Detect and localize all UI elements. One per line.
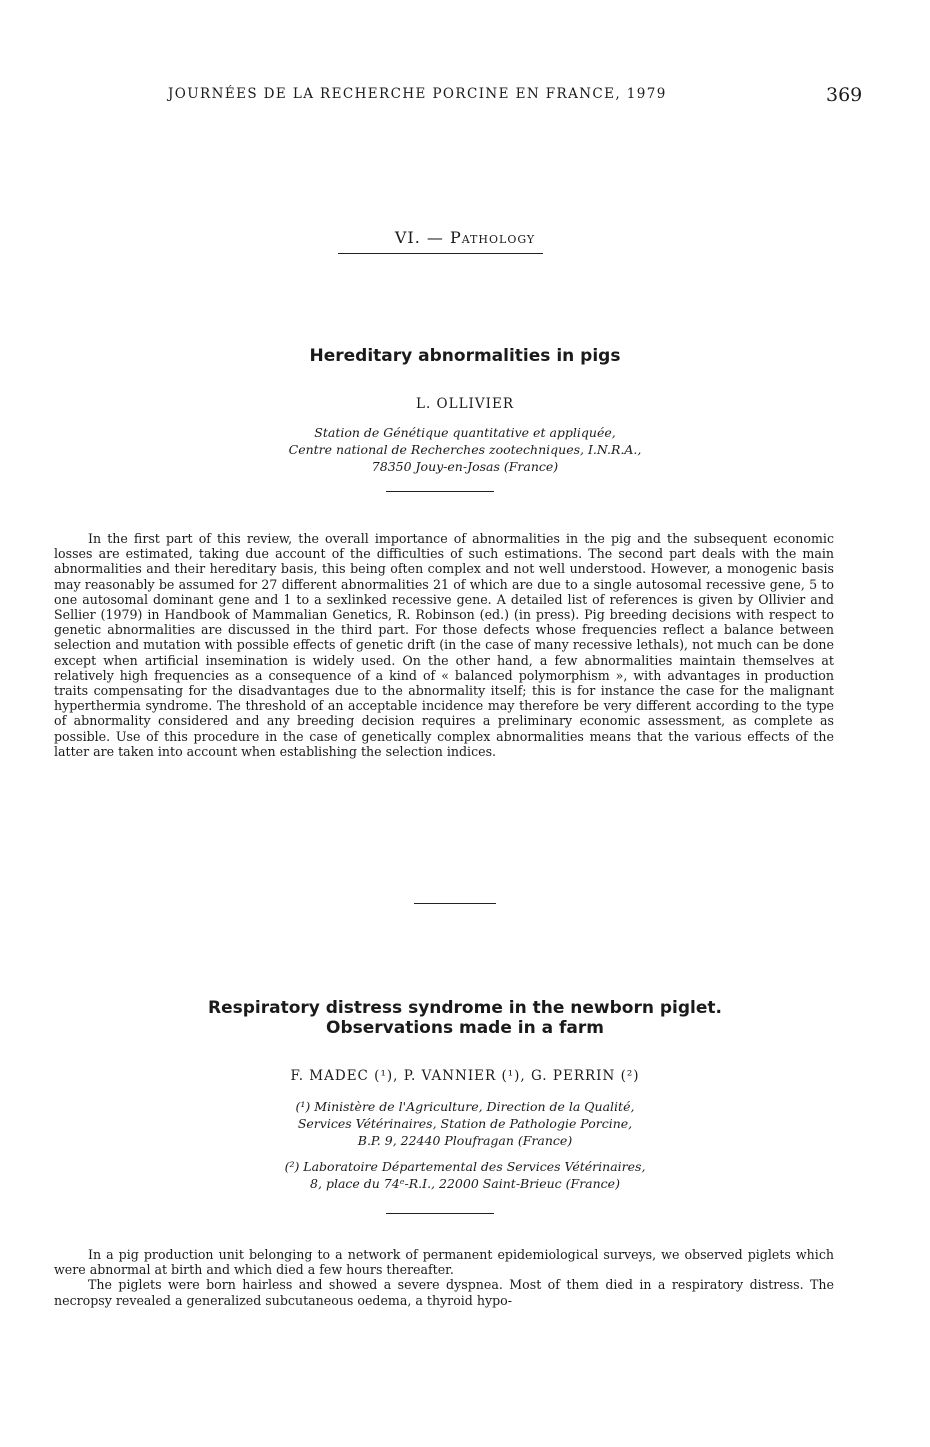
affiliation-line: 8, place du 74ᵉ-R.I., 22000 Saint-Brieuc (France) <box>310 1176 620 1191</box>
body-paragraph: The piglets were born hairless and showed a severe dyspnea. Most of them died in a respiratory distress. The necropsy revealed a generalized subcutaneous oedema, a thyroid hypo- <box>54 1277 834 1308</box>
affiliation-line: 78350 Jouy-en-Josas (France) <box>371 459 559 474</box>
affiliation-line: (²) Laboratoire Départemental des Services Vétérinaires, <box>284 1159 646 1174</box>
article1-abstract <box>54 531 834 759</box>
article2-body <box>54 1247 834 1308</box>
section-title <box>0 228 930 247</box>
article2-affiliation-2 <box>0 1158 930 1192</box>
article2-affiliation-1 <box>0 1098 930 1149</box>
article1-title: Hereditary abnormalities in pigs <box>309 346 621 366</box>
affiliation-line: Centre national de Recherches zootechniques, I.N.R.A., <box>288 442 642 457</box>
section-numeral: VI. — <box>394 228 444 247</box>
article2-title-line: Observations made in a farm <box>326 1018 604 1038</box>
article1-affiliation <box>0 424 930 475</box>
affiliation-line: (¹) Ministère de l'Agriculture, Direction de la Qualité, <box>295 1099 635 1114</box>
section-name: Pathology <box>449 228 536 247</box>
separator-rule <box>386 1213 494 1214</box>
article2-title <box>0 998 930 1038</box>
article2-authors: F. MADEC (¹), P. VANNIER (¹), G. PERRIN (²) <box>290 1068 640 1084</box>
separator-rule <box>386 491 494 492</box>
article2-title-line: Respiratory distress syndrome in the newborn piglet. <box>207 998 722 1018</box>
affiliation-line: Station de Génétique quantitative et appliquée, <box>314 425 616 440</box>
separator-rule <box>414 903 496 904</box>
article1-author: L. OLLIVIER <box>416 396 514 412</box>
affiliation-line: B.P. 9, 22440 Ploufragan (France) <box>357 1133 573 1148</box>
affiliation-line: Services Vétérinaires, Station de Pathologie Porcine, <box>297 1116 633 1131</box>
section-underline <box>338 253 543 254</box>
body-paragraph: In a pig production unit belonging to a network of permanent epidemiological surveys, we observed piglets which were abnormal at birth and which died a few hours thereafter. <box>54 1247 834 1278</box>
running-header: JOURNÉES DE LA RECHERCHE PORCINE EN FRANCE, 1979 <box>168 86 667 102</box>
page-number: 369 <box>826 84 863 106</box>
abstract-paragraph: In the first part of this review, the overall importance of abnormalities in the pig and the subsequent economic losses are estimated, taking due account of the difficulties of such estimations. The second part deals with the main abnormalities and their hereditary basis, this being often complex and not well understood. However, a monogenic basis may reasonably be assumed for 27 different abnormalities 21 of which are due to a single autosomal recessive gene, 5 to one autosomal dominant gene and 1 to a sexlinked recessive gene. A detailed list of references is given by Ollivier and Sellier (1979) in Handbook of Mammalian Genetics, R. Robinson (ed.) (in press). Pig breeding decisions with respect to genetic abnormalities are discussed in the third part. For those defects whose frequencies reflect a balance between selection and mutation with possible effects of genetic drift (in the case of many recessive lethals), not much can be done except when artificial insemination is widely used. On the other hand, a few abnormalities maintain themselves at relatively high frequencies as a consequence of a kind of « balanced polymorphism », with advantages in production traits compensating for the disadvantages due to the abnormality itself; this is for instance the case for the malignant hyperthermia syndrome. The threshold of an acceptable incidence may therefore be very different according to the type of abnormality considered and any breeding decision requires a preliminary economic assessment, as complete as possible. Use of this procedure in the case of genetically complex abnormalities means that the various effects of the latter are taken into account when establishing the selection indices. <box>54 531 834 759</box>
